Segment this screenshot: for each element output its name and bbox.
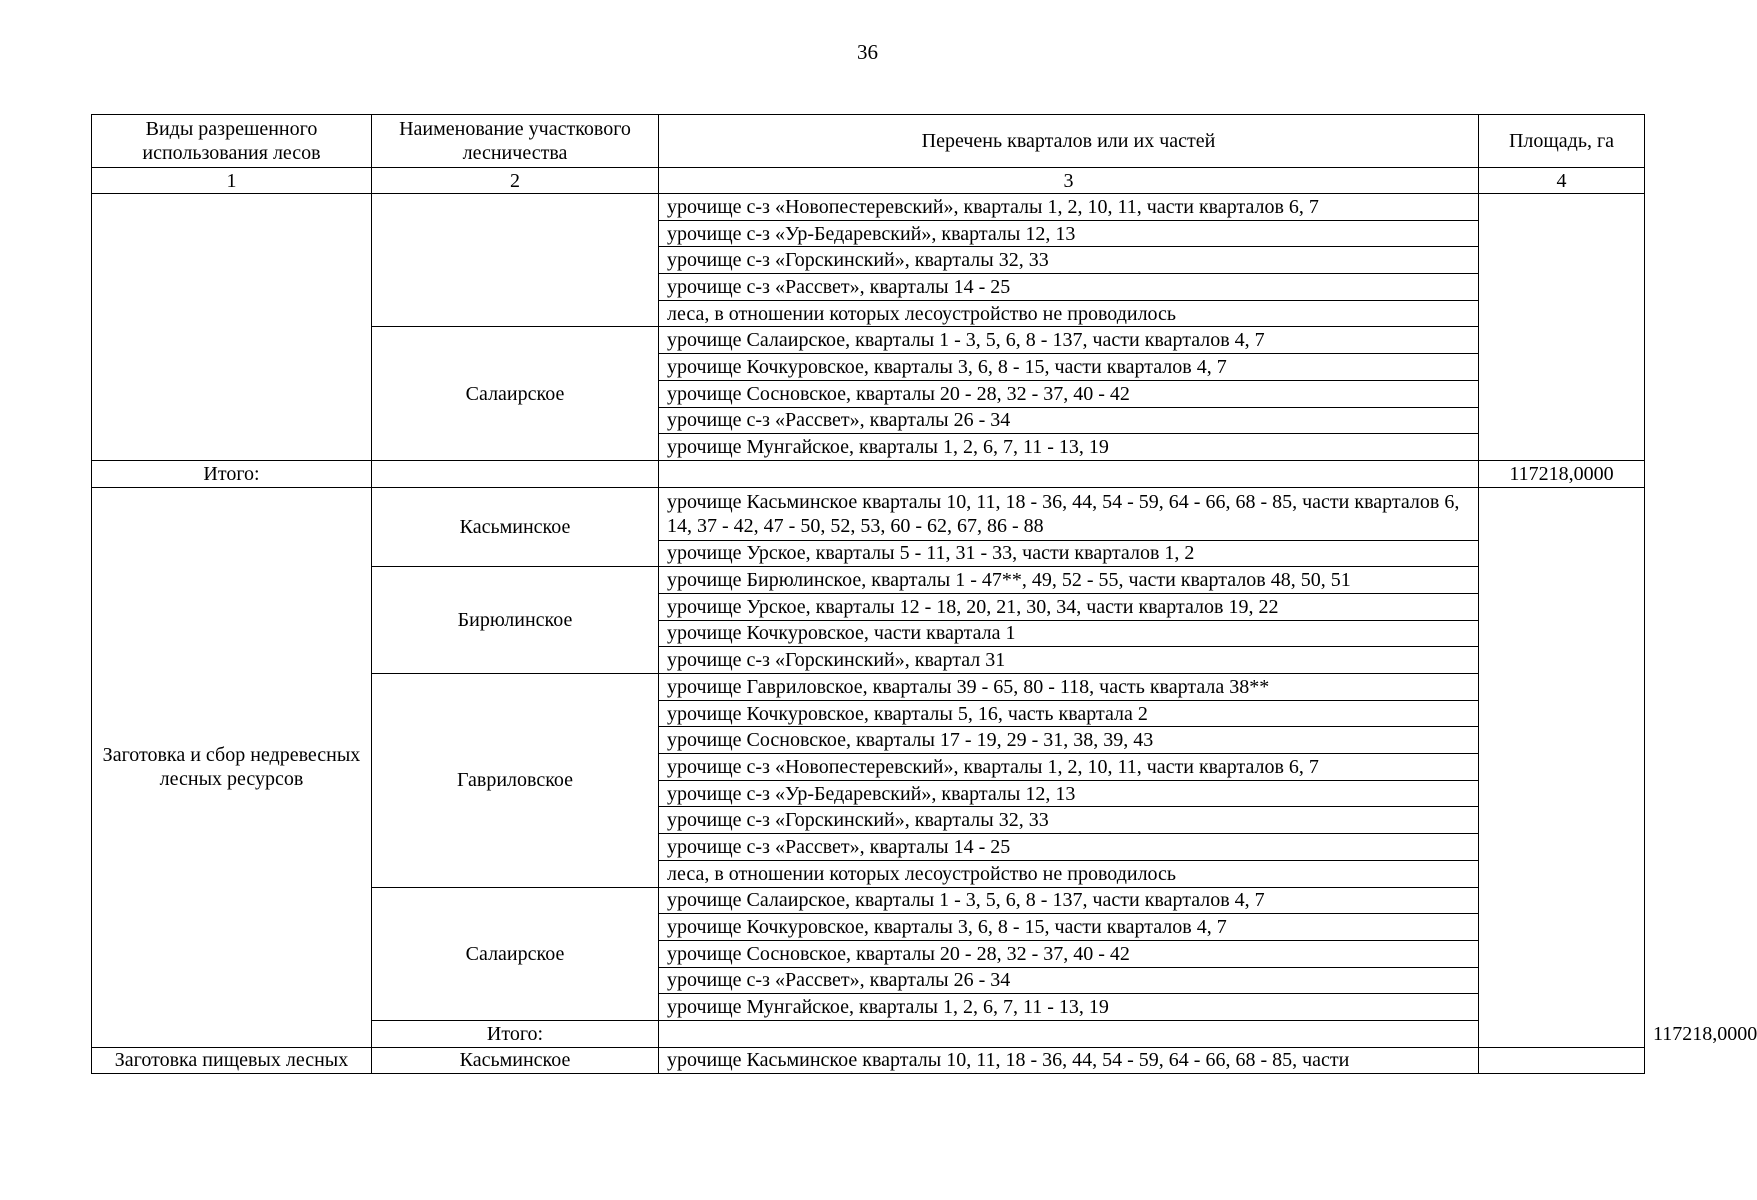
empty-cell xyxy=(372,460,659,487)
forest-quarters-table xyxy=(91,114,1757,1074)
quarter-cell: урочище с-з «Рассвет», кварталы 26 - 34 xyxy=(659,407,1479,434)
total-area: 117218,0000 xyxy=(1479,460,1645,487)
forestry-name: Салаирское xyxy=(372,327,659,460)
quarter-cell: урочище с-з «Рассвет», кварталы 14 - 25 xyxy=(659,274,1479,301)
column-number: 2 xyxy=(372,168,659,194)
quarter-cell: урочище с-з «Новопестеревский», кварталы 1, 2, 10, 11, части кварталов 6, 7 xyxy=(659,754,1479,781)
forestry-name: Касьминское xyxy=(372,487,659,567)
quarter-cell: урочище Касьминское кварталы 10, 11, 18 - 36, 44, 54 - 59, 64 - 66, 68 - 85, части кварталов 6, 14, 37 - 42, 47 - 50, 52, 53, 60 - 62, 67, 86 - 88 xyxy=(659,487,1479,540)
total-label: Итого: xyxy=(92,460,372,487)
quarter-cell: урочище с-з «Горскинский», кварталы 32, 33 xyxy=(659,807,1479,834)
quarter-cell: урочище с-з «Новопестеревский», кварталы 1, 2, 10, 11, части кварталов 6, 7 xyxy=(659,194,1479,221)
quarter-cell: урочище Кочкуровское, кварталы 3, 6, 8 - 15, части кварталов 4, 7 xyxy=(659,914,1479,941)
column-number: 4 xyxy=(1479,168,1645,194)
use-type-name: Заготовка пищевых лесных xyxy=(92,1047,372,1074)
quarter-cell: урочище с-з «Рассвет», кварталы 26 - 34 xyxy=(659,967,1479,994)
use-type-name: Заготовка и сбор недревесных лесных ресурсов xyxy=(92,487,372,1047)
quarter-cell: урочище Мунгайское, кварталы 1, 2, 6, 7, 11 - 13, 19 xyxy=(659,434,1479,461)
table-row xyxy=(92,487,1645,540)
quarter-cell: урочище с-з «Ур-Бедаревский», кварталы 12, 13 xyxy=(659,780,1479,807)
quarter-cell: леса, в отношении которых лесоустройство не проводилось xyxy=(659,860,1479,887)
quarter-cell: урочище Гавриловское, кварталы 39 - 65, 80 - 118, часть квартала 38** xyxy=(659,674,1479,701)
total-row xyxy=(92,460,1645,487)
quarter-cell: урочище Мунгайское, кварталы 1, 2, 6, 7, 11 - 13, 19 xyxy=(659,994,1479,1021)
area-cell xyxy=(1479,1047,1645,1074)
quarter-cell: урочище Салаирское, кварталы 1 - 3, 5, 6, 8 - 137, части кварталов 4, 7 xyxy=(659,327,1479,354)
table-header-row xyxy=(92,115,1645,168)
quarter-cell: урочище Кочкуровское, кварталы 3, 6, 8 - 15, части кварталов 4, 7 xyxy=(659,354,1479,381)
column-number: 3 xyxy=(659,168,1479,194)
quarter-cell: урочище Урское, кварталы 5 - 11, 31 - 33, части кварталов 1, 2 xyxy=(659,540,1479,567)
area-cell xyxy=(1479,487,1645,1047)
area-cell xyxy=(1479,194,1645,461)
quarter-cell: урочище Урское, кварталы 12 - 18, 20, 21, 30, 34, части кварталов 19, 22 xyxy=(659,593,1479,620)
forestry-name: Гавриловское xyxy=(372,674,659,888)
total-label: Итого: xyxy=(372,1020,659,1047)
quarter-cell: урочище Салаирское, кварталы 1 - 3, 5, 6, 8 - 137, части кварталов 4, 7 xyxy=(659,887,1479,914)
column-numbers-row xyxy=(92,168,1645,194)
forestry-name: Бирюлинское xyxy=(372,567,659,674)
column-number: 1 xyxy=(92,168,372,194)
page-number: 36 xyxy=(857,40,878,64)
quarter-cell: урочище с-з «Ур-Бедаревский», кварталы 12, 13 xyxy=(659,220,1479,247)
quarter-cell: леса, в отношении которых лесоустройство не проводилось xyxy=(659,300,1479,327)
forestry-name: Касьминское xyxy=(372,1047,659,1074)
empty-cell xyxy=(659,460,1479,487)
header-quarters: Перечень кварталов или их частей xyxy=(659,115,1479,168)
empty-cell xyxy=(659,1020,1479,1047)
quarter-cell: урочище Бирюлинское, кварталы 1 - 47**, 49, 52 - 55, части кварталов 48, 50, 51 xyxy=(659,567,1479,594)
forestry-name: Салаирское xyxy=(372,887,659,1020)
total-row: Итого: 117218,0000 xyxy=(92,1020,1645,1047)
quarter-cell: урочище с-з «Горскинский», кварталы 32, 33 xyxy=(659,247,1479,274)
table-row xyxy=(92,194,1645,221)
header-area: Площадь, га xyxy=(1479,115,1645,168)
quarter-cell: урочище Касьминское кварталы 10, 11, 18 - 36, 44, 54 - 59, 64 - 66, 68 - 85, части xyxy=(659,1047,1479,1074)
quarter-cell: урочище с-з «Рассвет», кварталы 14 - 25 xyxy=(659,834,1479,861)
quarter-cell: урочище Сосновское, кварталы 20 - 28, 32 - 37, 40 - 42 xyxy=(659,380,1479,407)
quarter-cell: урочище Кочкуровское, кварталы 5, 16, часть квартала 2 xyxy=(659,700,1479,727)
quarter-cell: урочище Сосновское, кварталы 17 - 19, 29 - 31, 38, 39, 43 xyxy=(659,727,1479,754)
use-type-cell xyxy=(92,194,372,461)
quarter-cell: урочище Кочкуровское, части квартала 1 xyxy=(659,620,1479,647)
forestry-cell xyxy=(372,194,659,327)
table-row xyxy=(92,1047,1645,1074)
header-use-type: Виды разрешенного использования лесов xyxy=(92,115,372,168)
quarter-cell: урочище с-з «Горскинский», квартал 31 xyxy=(659,647,1479,674)
quarter-cell: урочище Сосновское, кварталы 20 - 28, 32 - 37, 40 - 42 xyxy=(659,940,1479,967)
header-forestry: Наименование участкового лесничества xyxy=(372,115,659,168)
